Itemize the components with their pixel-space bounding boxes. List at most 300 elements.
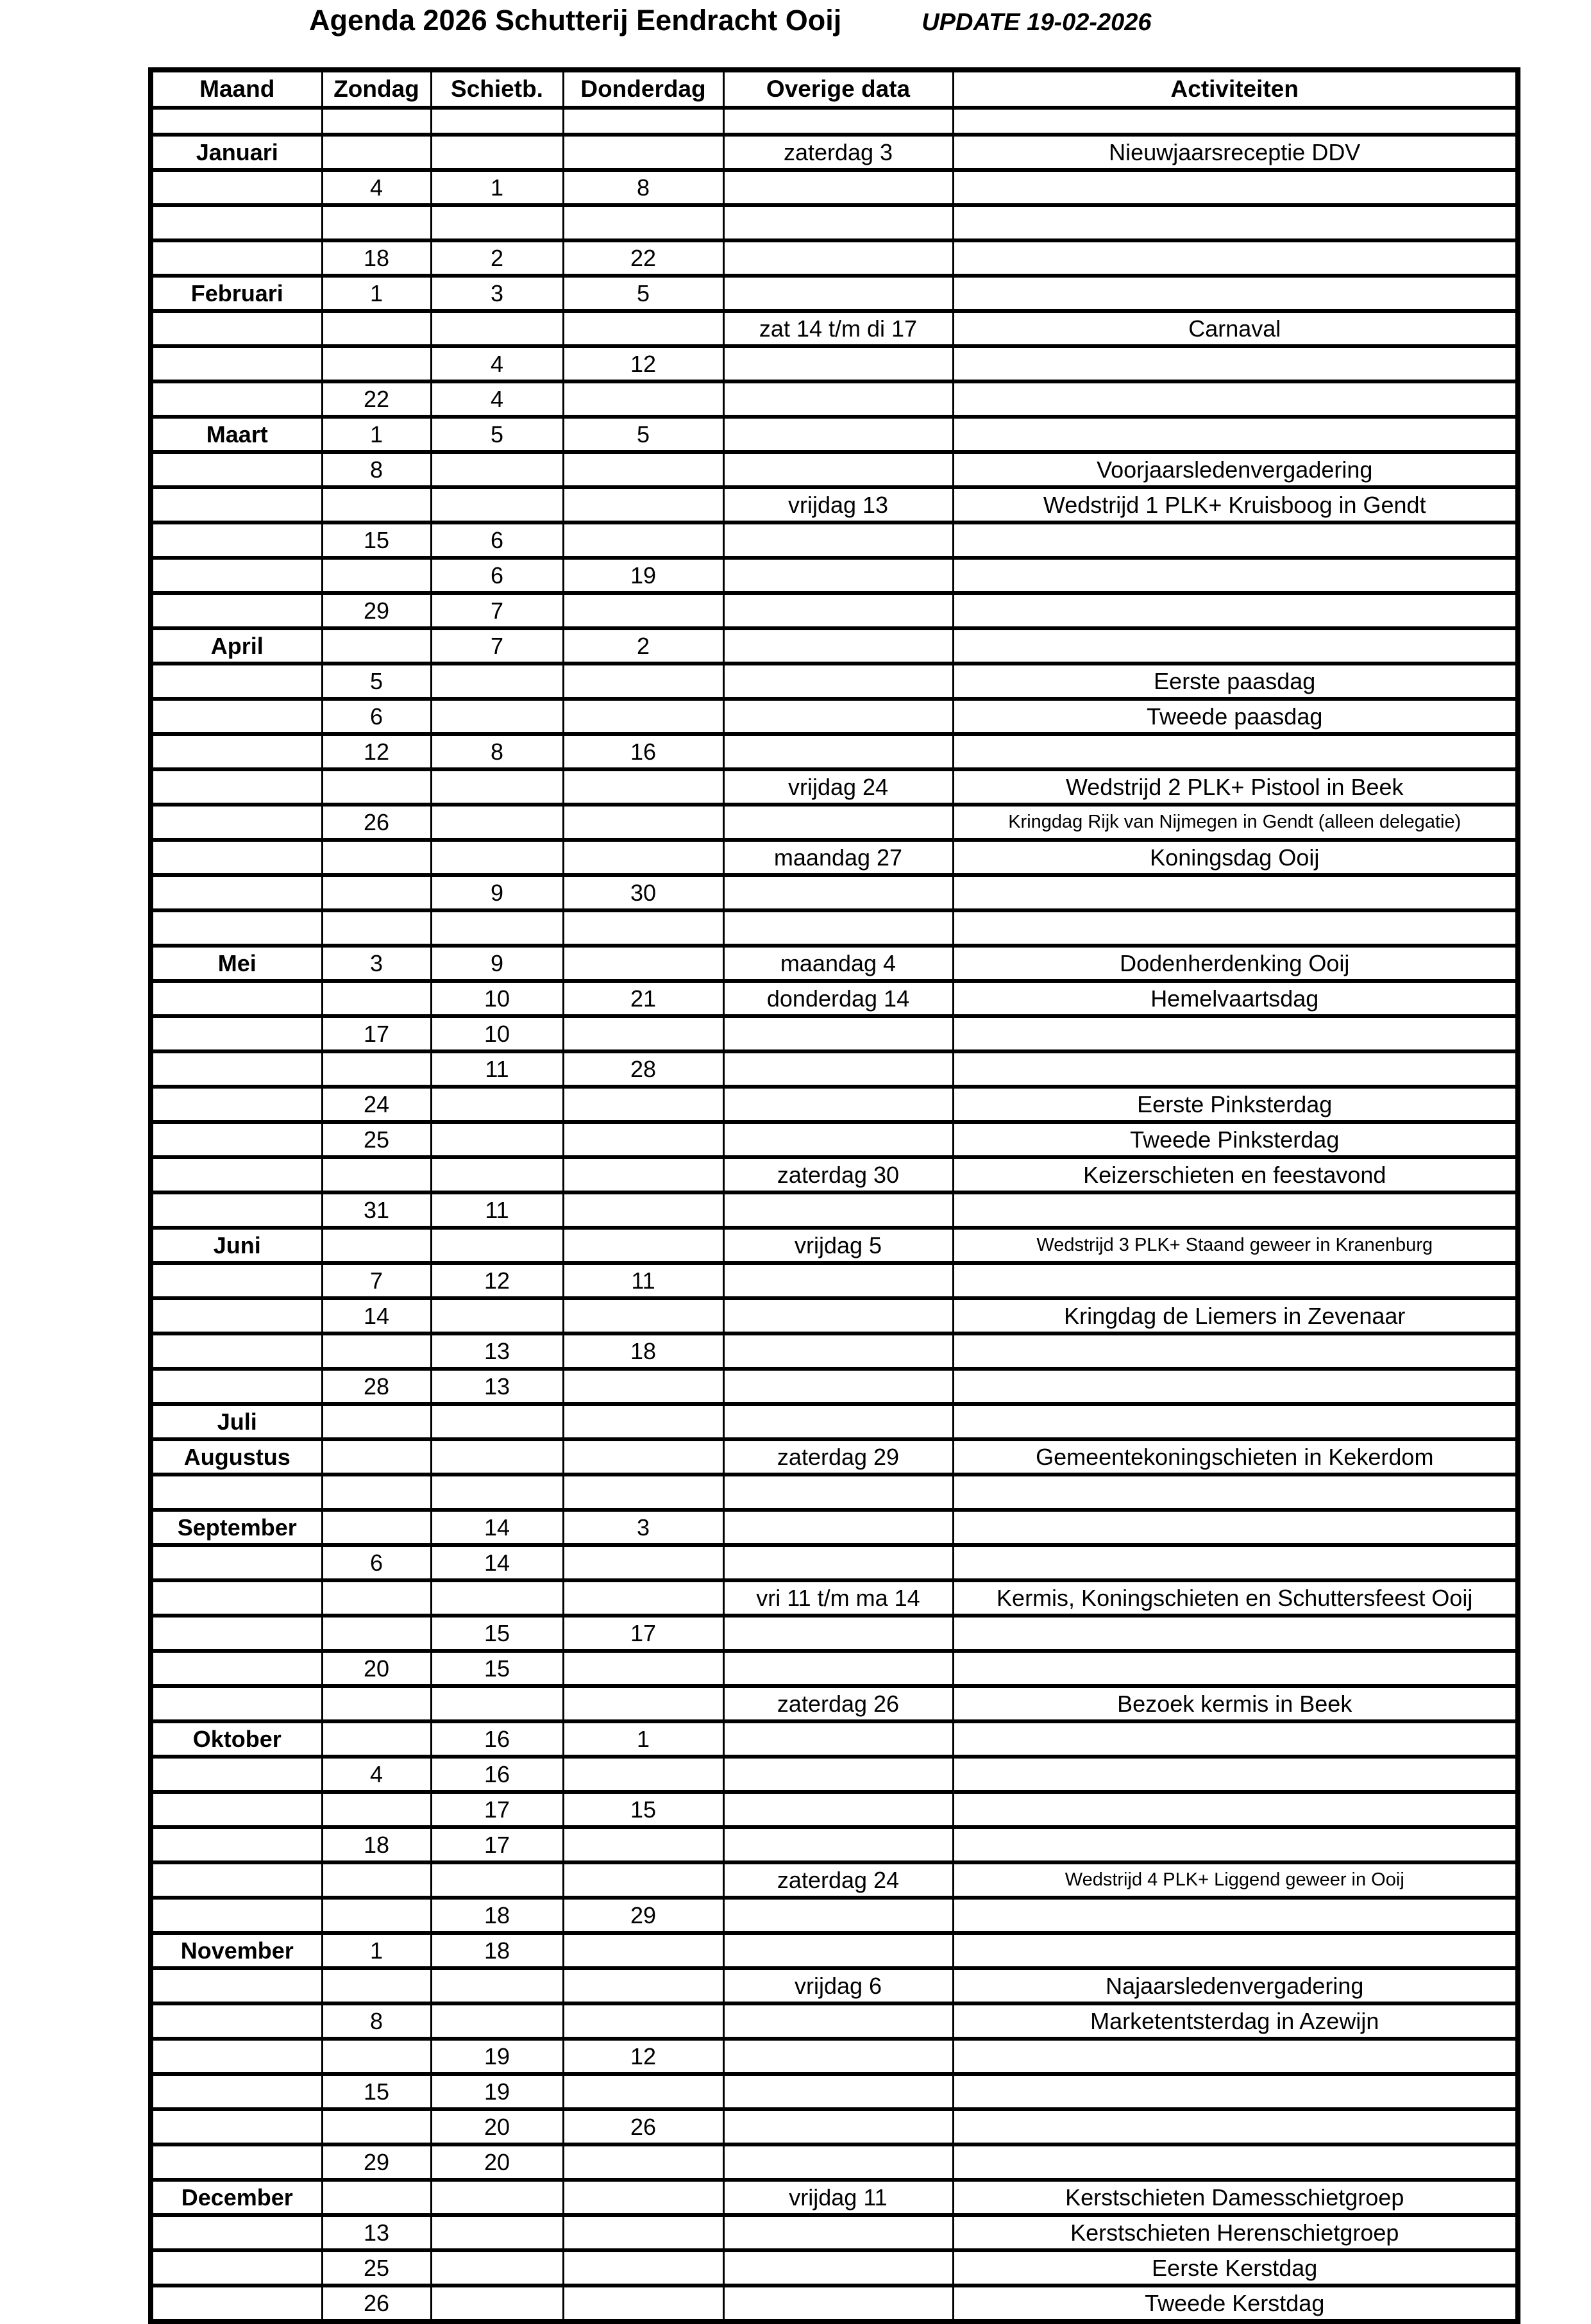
cell-overige-data <box>723 1333 953 1369</box>
table-row <box>151 1757 1518 1792</box>
table-row <box>151 1192 1518 1228</box>
cell-donderdag <box>563 2250 723 2286</box>
table-row <box>151 1545 1518 1580</box>
cell-maand <box>151 1475 322 1510</box>
cell-zondag <box>322 487 431 522</box>
cell-activiteit: Carnaval <box>953 311 1518 346</box>
table-row <box>151 840 1518 875</box>
table-row <box>151 1616 1518 1651</box>
cell-donderdag: 15 <box>563 1792 723 1827</box>
cell-overige-data <box>723 1545 953 1580</box>
cell-schietb: 18 <box>431 1933 563 1968</box>
cell-activiteit <box>953 381 1518 417</box>
cell-maand: Mei <box>151 946 322 981</box>
cell-donderdag <box>563 1439 723 1475</box>
col-header-activiteiten: Activiteiten <box>953 70 1518 108</box>
cell-maand <box>151 346 322 381</box>
cell-activiteit: Wedstrijd 1 PLK+ Kruisboog in Gendt <box>953 487 1518 522</box>
table-row <box>151 1792 1518 1827</box>
cell-zondag <box>322 628 431 664</box>
cell-donderdag: 18 <box>563 1333 723 1369</box>
cell-maand <box>151 1087 322 1122</box>
cell-overige-data: donderdag 14 <box>723 981 953 1016</box>
table-row <box>151 1016 1518 1051</box>
cell-maand <box>151 2250 322 2286</box>
cell-maand: September <box>151 1510 322 1545</box>
cell-maand: Juni <box>151 1228 322 1263</box>
cell-activiteit <box>953 170 1518 205</box>
cell-overige-data <box>723 875 953 910</box>
table-row <box>151 2180 1518 2215</box>
cell-activiteit <box>953 1333 1518 1369</box>
cell-activiteit: Gemeentekoningschieten in Kekerdom <box>953 1439 1518 1475</box>
cell-overige-data: maandag 27 <box>723 840 953 875</box>
table-row <box>151 1122 1518 1157</box>
cell-maand <box>151 205 322 240</box>
cell-overige-data: zaterdag 24 <box>723 1862 953 1898</box>
cell-donderdag <box>563 1298 723 1333</box>
cell-activiteit <box>953 1510 1518 1545</box>
cell-activiteit <box>953 1545 1518 1580</box>
cell-schietb <box>431 699 563 734</box>
cell-schietb <box>431 1122 563 1157</box>
cell-activiteit: Tweede paasdag <box>953 699 1518 734</box>
cell-overige-data: vrijdag 13 <box>723 487 953 522</box>
cell-activiteit: Eerste paasdag <box>953 664 1518 699</box>
cell-overige-data <box>723 1792 953 1827</box>
cell-donderdag: 12 <box>563 2039 723 2074</box>
table-row <box>151 1157 1518 1192</box>
cell-activiteit: Kringdag Rijk van Nijmegen in Gendt (alleen delegatie) <box>953 805 1518 840</box>
cell-donderdag: 2 <box>563 628 723 664</box>
table-row <box>151 910 1518 946</box>
cell-activiteit <box>953 2109 1518 2144</box>
cell-activiteit: Kringdag de Liemers in Zevenaar <box>953 1298 1518 1333</box>
cell-activiteit: Kerstschieten Damesschietgroep <box>953 2180 1518 2215</box>
cell-maand <box>151 1686 322 1721</box>
cell-overige-data: vrijdag 6 <box>723 1968 953 2003</box>
table-row <box>151 1298 1518 1333</box>
cell-donderdag <box>563 1651 723 1686</box>
cell-schietb <box>431 2003 563 2039</box>
cell-maand <box>151 381 322 417</box>
cell-overige-data <box>723 522 953 558</box>
cell-donderdag: 28 <box>563 1051 723 1087</box>
cell-maand <box>151 1757 322 1792</box>
cell-schietb <box>431 108 563 135</box>
cell-donderdag: 8 <box>563 170 723 205</box>
cell-schietb <box>431 1404 563 1439</box>
cell-maand <box>151 170 322 205</box>
cell-overige-data <box>723 1898 953 1933</box>
table-row <box>151 981 1518 1016</box>
cell-donderdag: 19 <box>563 558 723 593</box>
cell-maand: December <box>151 2180 322 2215</box>
cell-maand <box>151 1968 322 2003</box>
table-row <box>151 135 1518 170</box>
cell-donderdag <box>563 452 723 487</box>
table-row <box>151 346 1518 381</box>
cell-zondag: 25 <box>322 1122 431 1157</box>
cell-activiteit <box>953 1263 1518 1298</box>
cell-zondag: 22 <box>322 381 431 417</box>
cell-zondag <box>322 1157 431 1192</box>
cell-zondag: 26 <box>322 2286 431 2321</box>
cell-zondag <box>322 981 431 1016</box>
cell-maand <box>151 240 322 276</box>
cell-maand <box>151 1122 322 1157</box>
cell-donderdag <box>563 2215 723 2250</box>
cell-zondag <box>322 1968 431 2003</box>
cell-donderdag <box>563 1228 723 1263</box>
cell-activiteit: Eerste Pinksterdag <box>953 1087 1518 1122</box>
agenda-table <box>148 67 1520 2324</box>
cell-activiteit: Najaarsledenvergadering <box>953 1968 1518 2003</box>
cell-overige-data <box>723 2003 953 2039</box>
cell-zondag <box>322 875 431 910</box>
cell-schietb <box>431 452 563 487</box>
cell-donderdag: 12 <box>563 346 723 381</box>
cell-overige-data <box>723 1475 953 1510</box>
cell-maand <box>151 1545 322 1580</box>
cell-maand: Maart <box>151 417 322 452</box>
table-row <box>151 276 1518 311</box>
cell-overige-data <box>723 699 953 734</box>
cell-overige-data <box>723 417 953 452</box>
cell-schietb: 18 <box>431 1898 563 1933</box>
cell-activiteit <box>953 2144 1518 2180</box>
table-row <box>151 1933 1518 1968</box>
cell-maand <box>151 2003 322 2039</box>
page-header <box>309 4 1152 37</box>
cell-donderdag <box>563 487 723 522</box>
cell-overige-data <box>723 1263 953 1298</box>
cell-activiteit <box>953 1792 1518 1827</box>
cell-overige-data <box>723 452 953 487</box>
cell-maand <box>151 1333 322 1369</box>
cell-overige-data <box>723 1016 953 1051</box>
cell-donderdag <box>563 664 723 699</box>
cell-maand: November <box>151 1933 322 1968</box>
table-row <box>151 628 1518 664</box>
cell-overige-data: zaterdag 26 <box>723 1686 953 1721</box>
cell-donderdag: 21 <box>563 981 723 1016</box>
cell-activiteit <box>953 1051 1518 1087</box>
table-row <box>151 2074 1518 2109</box>
cell-zondag <box>322 1051 431 1087</box>
cell-maand <box>151 1792 322 1827</box>
cell-activiteit <box>953 1475 1518 1510</box>
cell-activiteit: Wedstrijd 2 PLK+ Pistool in Beek <box>953 769 1518 805</box>
cell-activiteit: Voorjaarsledenvergadering <box>953 452 1518 487</box>
cell-zondag <box>322 769 431 805</box>
cell-maand <box>151 1827 322 1862</box>
cell-donderdag: 11 <box>563 1263 723 1298</box>
cell-activiteit: Nieuwjaarsreceptie DDV <box>953 135 1518 170</box>
cell-zondag: 17 <box>322 1016 431 1051</box>
cell-schietb: 3 <box>431 276 563 311</box>
cell-schietb <box>431 2286 563 2321</box>
cell-activiteit <box>953 593 1518 628</box>
cell-maand <box>151 981 322 1016</box>
cell-maand <box>151 805 322 840</box>
cell-overige-data: vrijdag 5 <box>723 1228 953 1263</box>
table-row <box>151 1827 1518 1862</box>
cell-activiteit: Eerste Kerstdag <box>953 2250 1518 2286</box>
cell-overige-data <box>723 2074 953 2109</box>
cell-overige-data <box>723 170 953 205</box>
cell-overige-data <box>723 628 953 664</box>
cell-overige-data: vri 11 t/m ma 14 <box>723 1580 953 1616</box>
col-header-maand: Maand <box>151 70 322 108</box>
table-row <box>151 2250 1518 2286</box>
cell-maand: April <box>151 628 322 664</box>
cell-overige-data <box>723 346 953 381</box>
cell-maand <box>151 1862 322 1898</box>
cell-maand <box>151 522 322 558</box>
cell-schietb: 6 <box>431 522 563 558</box>
table-row <box>151 108 1518 135</box>
cell-activiteit <box>953 1192 1518 1228</box>
cell-overige-data <box>723 2144 953 2180</box>
cell-zondag: 3 <box>322 946 431 981</box>
cell-schietb <box>431 2250 563 2286</box>
cell-schietb <box>431 205 563 240</box>
cell-zondag: 15 <box>322 2074 431 2109</box>
cell-maand: Januari <box>151 135 322 170</box>
cell-maand <box>151 1016 322 1051</box>
cell-overige-data <box>723 1404 953 1439</box>
cell-activiteit <box>953 1721 1518 1757</box>
cell-donderdag: 16 <box>563 734 723 769</box>
cell-zondag <box>322 311 431 346</box>
header-row <box>151 70 1518 108</box>
cell-activiteit <box>953 346 1518 381</box>
cell-schietb: 13 <box>431 1369 563 1404</box>
cell-schietb: 14 <box>431 1510 563 1545</box>
cell-overige-data: zaterdag 30 <box>723 1157 953 1192</box>
cell-zondag: 1 <box>322 417 431 452</box>
cell-activiteit: Koningsdag Ooij <box>953 840 1518 875</box>
cell-schietb <box>431 805 563 840</box>
cell-activiteit <box>953 1016 1518 1051</box>
cell-zondag <box>322 1475 431 1510</box>
cell-schietb: 2 <box>431 240 563 276</box>
cell-maand <box>151 2074 322 2109</box>
table-row <box>151 1510 1518 1545</box>
table-row <box>151 522 1518 558</box>
cell-overige-data <box>723 2250 953 2286</box>
cell-zondag <box>322 1439 431 1475</box>
cell-donderdag <box>563 205 723 240</box>
cell-maand <box>151 487 322 522</box>
cell-maand <box>151 2144 322 2180</box>
cell-donderdag: 3 <box>563 1510 723 1545</box>
table-row <box>151 1651 1518 1686</box>
agenda-table-body <box>151 108 1518 2321</box>
cell-schietb: 16 <box>431 1721 563 1757</box>
cell-schietb: 15 <box>431 1616 563 1651</box>
table-row <box>151 875 1518 910</box>
cell-activiteit: Hemelvaartsdag <box>953 981 1518 1016</box>
cell-overige-data <box>723 1616 953 1651</box>
cell-zondag <box>322 1404 431 1439</box>
cell-overige-data <box>723 734 953 769</box>
cell-activiteit <box>953 1404 1518 1439</box>
cell-overige-data <box>723 276 953 311</box>
cell-overige-data: maandag 4 <box>723 946 953 981</box>
cell-schietb: 16 <box>431 1757 563 1792</box>
cell-zondag: 7 <box>322 1263 431 1298</box>
table-row <box>151 1439 1518 1475</box>
cell-overige-data <box>723 381 953 417</box>
cell-activiteit <box>953 522 1518 558</box>
cell-schietb <box>431 1475 563 1510</box>
table-row <box>151 417 1518 452</box>
cell-donderdag <box>563 840 723 875</box>
cell-maand <box>151 1192 322 1228</box>
cell-zondag <box>322 1228 431 1263</box>
cell-activiteit <box>953 240 1518 276</box>
cell-overige-data <box>723 1933 953 1968</box>
cell-overige-data <box>723 2215 953 2250</box>
table-row <box>151 2109 1518 2144</box>
cell-zondag: 28 <box>322 1369 431 1404</box>
cell-maand <box>151 108 322 135</box>
cell-schietb <box>431 1298 563 1333</box>
cell-activiteit <box>953 2074 1518 2109</box>
table-row <box>151 1475 1518 1510</box>
cell-maand <box>151 1298 322 1333</box>
cell-maand <box>151 1263 322 1298</box>
cell-donderdag <box>563 2144 723 2180</box>
col-header-zondag: Zondag <box>322 70 431 108</box>
cell-overige-data <box>723 664 953 699</box>
cell-zondag <box>322 1616 431 1651</box>
cell-overige-data <box>723 1827 953 1862</box>
cell-schietb <box>431 910 563 946</box>
table-row <box>151 1263 1518 1298</box>
table-row <box>151 1087 1518 1122</box>
cell-schietb <box>431 1087 563 1122</box>
cell-schietb <box>431 1439 563 1475</box>
cell-zondag: 13 <box>322 2215 431 2250</box>
cell-maand <box>151 734 322 769</box>
cell-schietb: 20 <box>431 2144 563 2180</box>
cell-donderdag <box>563 1016 723 1051</box>
cell-overige-data <box>723 1298 953 1333</box>
cell-zondag: 29 <box>322 593 431 628</box>
cell-activiteit: Keizerschieten en feestavond <box>953 1157 1518 1192</box>
table-row <box>151 1228 1518 1263</box>
cell-schietb: 19 <box>431 2074 563 2109</box>
cell-donderdag <box>563 1404 723 1439</box>
cell-zondag <box>322 1686 431 1721</box>
cell-zondag: 18 <box>322 1827 431 1862</box>
cell-activiteit: Tweede Kerstdag <box>953 2286 1518 2321</box>
cell-activiteit <box>953 1827 1518 1862</box>
cell-zondag: 6 <box>322 1545 431 1580</box>
cell-zondag <box>322 1333 431 1369</box>
cell-donderdag <box>563 1192 723 1228</box>
cell-schietb: 4 <box>431 346 563 381</box>
cell-zondag: 24 <box>322 1087 431 1122</box>
cell-schietb: 9 <box>431 875 563 910</box>
cell-schietb: 20 <box>431 2109 563 2144</box>
cell-zondag <box>322 135 431 170</box>
table-row <box>151 1333 1518 1369</box>
cell-overige-data <box>723 1051 953 1087</box>
cell-overige-data <box>723 1122 953 1157</box>
cell-overige-data <box>723 593 953 628</box>
cell-maand: Juli <box>151 1404 322 1439</box>
cell-schietb: 14 <box>431 1545 563 1580</box>
cell-activiteit <box>953 2039 1518 2074</box>
table-row <box>151 1898 1518 1933</box>
cell-activiteit: Marketentsterdag in Azewijn <box>953 2003 1518 2039</box>
cell-zondag <box>322 1510 431 1545</box>
cell-donderdag <box>563 805 723 840</box>
cell-donderdag <box>563 769 723 805</box>
cell-zondag <box>322 1862 431 1898</box>
cell-overige-data: zaterdag 3 <box>723 135 953 170</box>
cell-maand <box>151 558 322 593</box>
cell-donderdag <box>563 108 723 135</box>
table-row <box>151 1862 1518 1898</box>
cell-activiteit: Kermis, Koningschieten en Schuttersfeest Ooij <box>953 1580 1518 1616</box>
table-row <box>151 2039 1518 2074</box>
cell-schietb: 6 <box>431 558 563 593</box>
cell-zondag <box>322 910 431 946</box>
table-row <box>151 1404 1518 1439</box>
cell-maand <box>151 2109 322 2144</box>
cell-maand <box>151 1369 322 1404</box>
table-row <box>151 699 1518 734</box>
cell-donderdag <box>563 1545 723 1580</box>
cell-maand <box>151 2215 322 2250</box>
cell-schietb <box>431 2180 563 2215</box>
cell-schietb <box>431 1968 563 2003</box>
cell-donderdag <box>563 135 723 170</box>
cell-schietb: 7 <box>431 593 563 628</box>
cell-maand <box>151 1580 322 1616</box>
cell-donderdag: 1 <box>563 1721 723 1757</box>
cell-maand <box>151 452 322 487</box>
cell-maand <box>151 769 322 805</box>
cell-zondag: 12 <box>322 734 431 769</box>
cell-schietb <box>431 1580 563 1616</box>
cell-donderdag: 17 <box>563 1616 723 1651</box>
cell-zondag <box>322 346 431 381</box>
table-row <box>151 946 1518 981</box>
cell-maand <box>151 910 322 946</box>
cell-overige-data <box>723 2286 953 2321</box>
cell-overige-data <box>723 1757 953 1792</box>
cell-activiteit <box>953 417 1518 452</box>
cell-maand <box>151 2039 322 2074</box>
cell-overige-data <box>723 2109 953 2144</box>
cell-zondag <box>322 2039 431 2074</box>
col-header-schietb: Schietb. <box>431 70 563 108</box>
cell-schietb: 17 <box>431 1827 563 1862</box>
cell-donderdag <box>563 522 723 558</box>
cell-schietb: 11 <box>431 1051 563 1087</box>
cell-overige-data <box>723 1192 953 1228</box>
cell-schietb <box>431 311 563 346</box>
cell-activiteit <box>953 108 1518 135</box>
cell-schietb <box>431 840 563 875</box>
cell-zondag: 15 <box>322 522 431 558</box>
